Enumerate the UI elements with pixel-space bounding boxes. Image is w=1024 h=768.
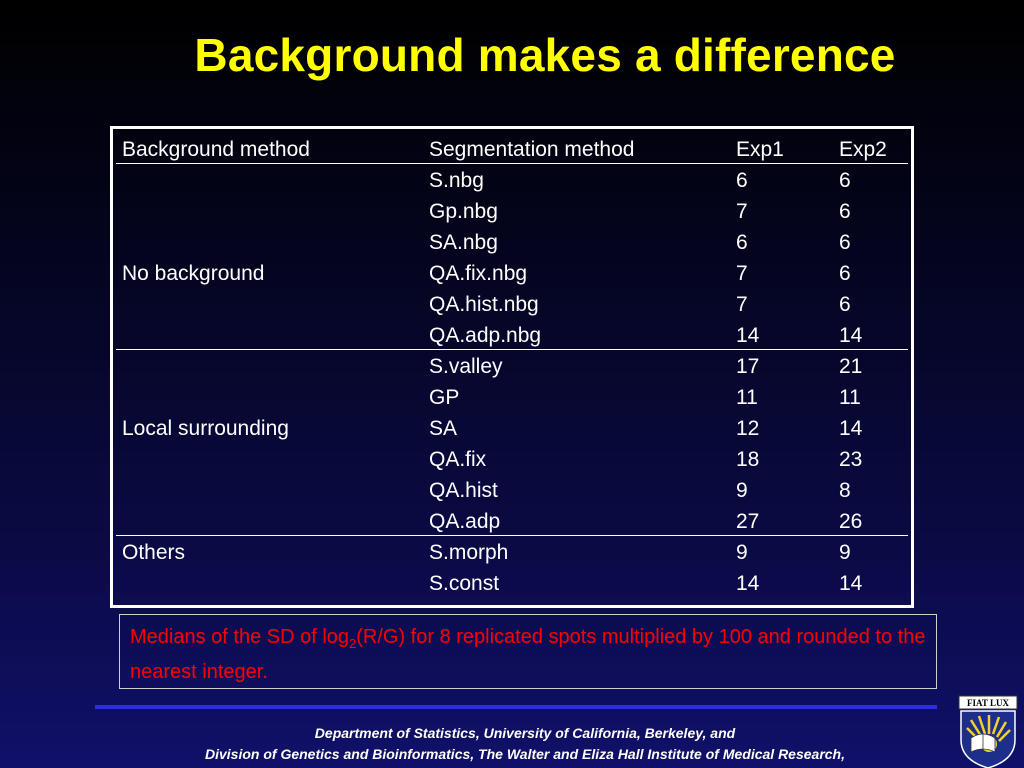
cell-exp2: 11 xyxy=(839,386,861,409)
table-row xyxy=(113,228,911,259)
header-divider xyxy=(116,163,908,164)
cell-exp1: 6 xyxy=(736,231,748,254)
header-exp2: Exp2 xyxy=(839,138,887,161)
cell-exp2: 26 xyxy=(839,510,863,533)
header-background-method: Background method xyxy=(122,138,310,161)
cell-segmentation-method: QA.fix.nbg xyxy=(429,262,528,285)
cell-segmentation-method: SA.nbg xyxy=(429,231,498,254)
cell-exp1: 17 xyxy=(736,355,760,378)
note-text: Medians of the SD of $\log_2(R/G)$ for 8 replicated spots multiplied by 100 and rounded to the nearest integer. xyxy=(130,626,926,683)
table-row xyxy=(113,290,911,321)
footer-line-1: Department of Statistics, University of California, Berkeley, and xyxy=(314,725,736,741)
cell-exp1: 18 xyxy=(736,448,760,471)
cell-segmentation-method: S.morph xyxy=(429,541,509,564)
cell-segmentation-method: QA.hist xyxy=(429,479,498,502)
cell-exp1: 11 xyxy=(736,386,758,409)
cell-exp1: 6 xyxy=(736,169,748,192)
cell-exp2: 6 xyxy=(839,293,851,316)
table-row xyxy=(113,507,911,538)
cell-exp2: 14 xyxy=(839,324,863,347)
footer xyxy=(0,723,1024,765)
table-row xyxy=(113,538,911,569)
table-header-row xyxy=(113,135,911,166)
logo-motto: FIAT LUX xyxy=(967,698,1009,708)
cell-exp2: 8 xyxy=(839,479,851,502)
cell-segmentation-method: S.nbg xyxy=(429,169,484,192)
cell-exp1: 7 xyxy=(736,293,748,316)
table-row xyxy=(113,321,911,352)
cell-exp2: 14 xyxy=(839,572,863,595)
table-row xyxy=(113,383,911,414)
cell-exp2: 6 xyxy=(839,169,851,192)
table-row xyxy=(113,352,911,383)
uc-seal-icon xyxy=(953,694,1023,768)
cell-segmentation-method: QA.hist.nbg xyxy=(429,293,539,316)
cell-exp2: 6 xyxy=(839,200,851,223)
results-table xyxy=(110,126,914,608)
table-row xyxy=(113,259,911,290)
table-row xyxy=(113,197,911,228)
header-exp1: Exp1 xyxy=(736,138,784,161)
cell-exp1: 27 xyxy=(736,510,760,533)
cell-segmentation-method: QA.adp xyxy=(429,510,501,533)
cell-exp2: 9 xyxy=(839,541,851,564)
cell-exp1: 9 xyxy=(736,541,748,564)
cell-exp1: 14 xyxy=(736,572,760,595)
cell-background-method: Local surrounding xyxy=(122,417,289,440)
header-segmentation-method: Segmentation method xyxy=(429,138,635,161)
cell-exp1: 7 xyxy=(736,262,748,285)
footer-divider xyxy=(95,705,937,709)
cell-segmentation-method: GP xyxy=(429,386,460,409)
cell-segmentation-method: Gp.nbg xyxy=(429,200,498,223)
cell-exp2: 6 xyxy=(839,262,851,285)
cell-background-method: Others xyxy=(122,541,186,564)
table-row xyxy=(113,476,911,507)
footer-line-2: Division of Genetics and Bioinformatics, The Walter and Eliza Hall Institute of Medical Research, xyxy=(205,746,845,762)
cell-exp2: 23 xyxy=(839,448,863,471)
cell-segmentation-method: QA.adp.nbg xyxy=(429,324,542,347)
slide-title: Background makes a difference xyxy=(194,29,896,81)
table-row xyxy=(113,569,911,600)
cell-exp2: 21 xyxy=(839,355,863,378)
cell-exp2: 6 xyxy=(839,231,851,254)
cell-segmentation-method: S.valley xyxy=(429,355,503,378)
cell-background-method: No background xyxy=(122,262,265,285)
note-box xyxy=(119,614,937,689)
table-row xyxy=(113,414,911,445)
table-row xyxy=(113,445,911,476)
cell-segmentation-method: QA.fix xyxy=(429,448,487,471)
cell-segmentation-method: SA xyxy=(429,417,458,440)
cell-exp1: 9 xyxy=(736,479,748,502)
table-row xyxy=(113,166,911,197)
cell-exp1: 7 xyxy=(736,200,748,223)
cell-segmentation-method: S.const xyxy=(429,572,500,595)
cell-exp1: 14 xyxy=(736,324,760,347)
cell-exp2: 14 xyxy=(839,417,863,440)
cell-exp1: 12 xyxy=(736,417,760,440)
